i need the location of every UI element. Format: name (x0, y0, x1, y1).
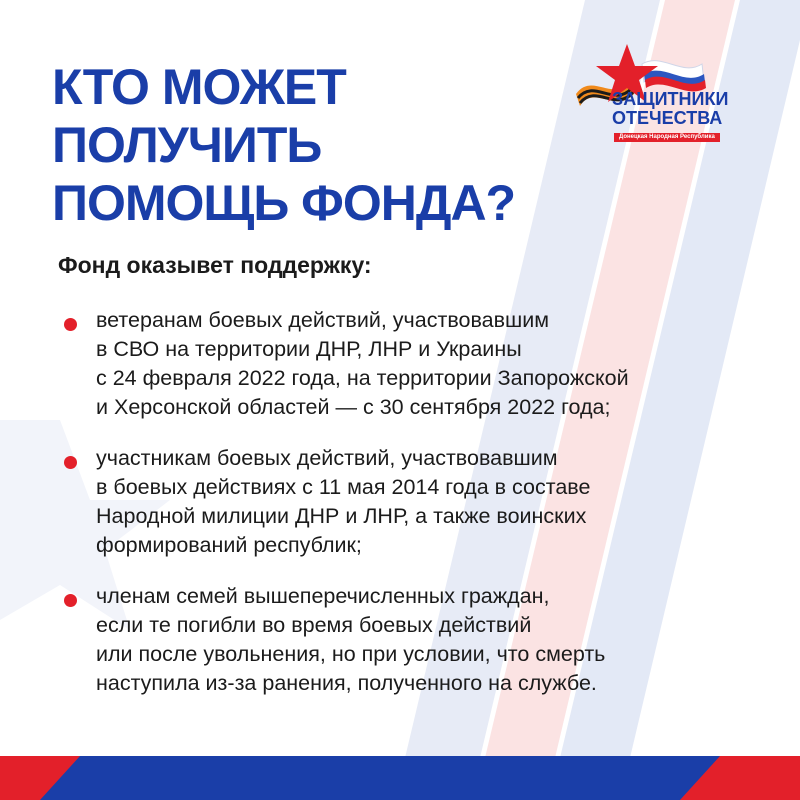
list-item-line: в СВО на территории ДНР, ЛНР и Украины (96, 337, 522, 361)
list-item-line: с 24 февраля 2022 года, на территории Запорожской (96, 366, 629, 390)
bottom-band (0, 756, 800, 800)
list-item-line: формирований республик; (96, 533, 362, 557)
list-item-line: Народной милиции ДНР и ЛНР, а также воинских (96, 504, 587, 528)
list-item-line: членам семей вышеперечисленных граждан, (96, 584, 550, 608)
page-title (52, 58, 515, 232)
list-item-line: и Херсонской областей — с 30 сентября 2022 года; (96, 395, 611, 419)
list-item-line: или после увольнения, но при условии, что смерть (96, 642, 606, 666)
bullet-dot-icon (64, 318, 77, 331)
list-item (58, 306, 758, 422)
list-item-line: в боевых действиях с 11 мая 2014 года в составе (96, 475, 591, 499)
list-item-line: наступила из-за ранения, полученного на службе. (96, 671, 597, 695)
logo-subtitle: Донецкая Народная Республика (614, 133, 720, 142)
intro-heading: Фонд оказывет поддержку: (58, 252, 372, 278)
list-item-line: если те погибли во время боевых действий (96, 613, 532, 637)
title-line-3: ПОМОЩЬ ФОНДА? (52, 175, 516, 231)
logo-name-line-2: ОТЕЧЕСТВА (612, 108, 723, 128)
list-item-line: участникам боевых действий, участвовавшим (96, 446, 558, 470)
logo-name-line-1: ЗАЩИТНИКИ (612, 89, 729, 109)
title-line-1: КТО МОЖЕТ (52, 59, 346, 115)
list-item (58, 444, 758, 560)
list-item-line: ветеранам боевых действий, участвовавшим (96, 308, 550, 332)
logo-name (612, 90, 728, 128)
bullet-dot-icon (64, 456, 77, 469)
beneficiaries-list (58, 306, 758, 720)
list-item (58, 582, 758, 698)
title-line-2: ПОЛУЧИТЬ (52, 117, 322, 173)
bullet-dot-icon (64, 594, 77, 607)
